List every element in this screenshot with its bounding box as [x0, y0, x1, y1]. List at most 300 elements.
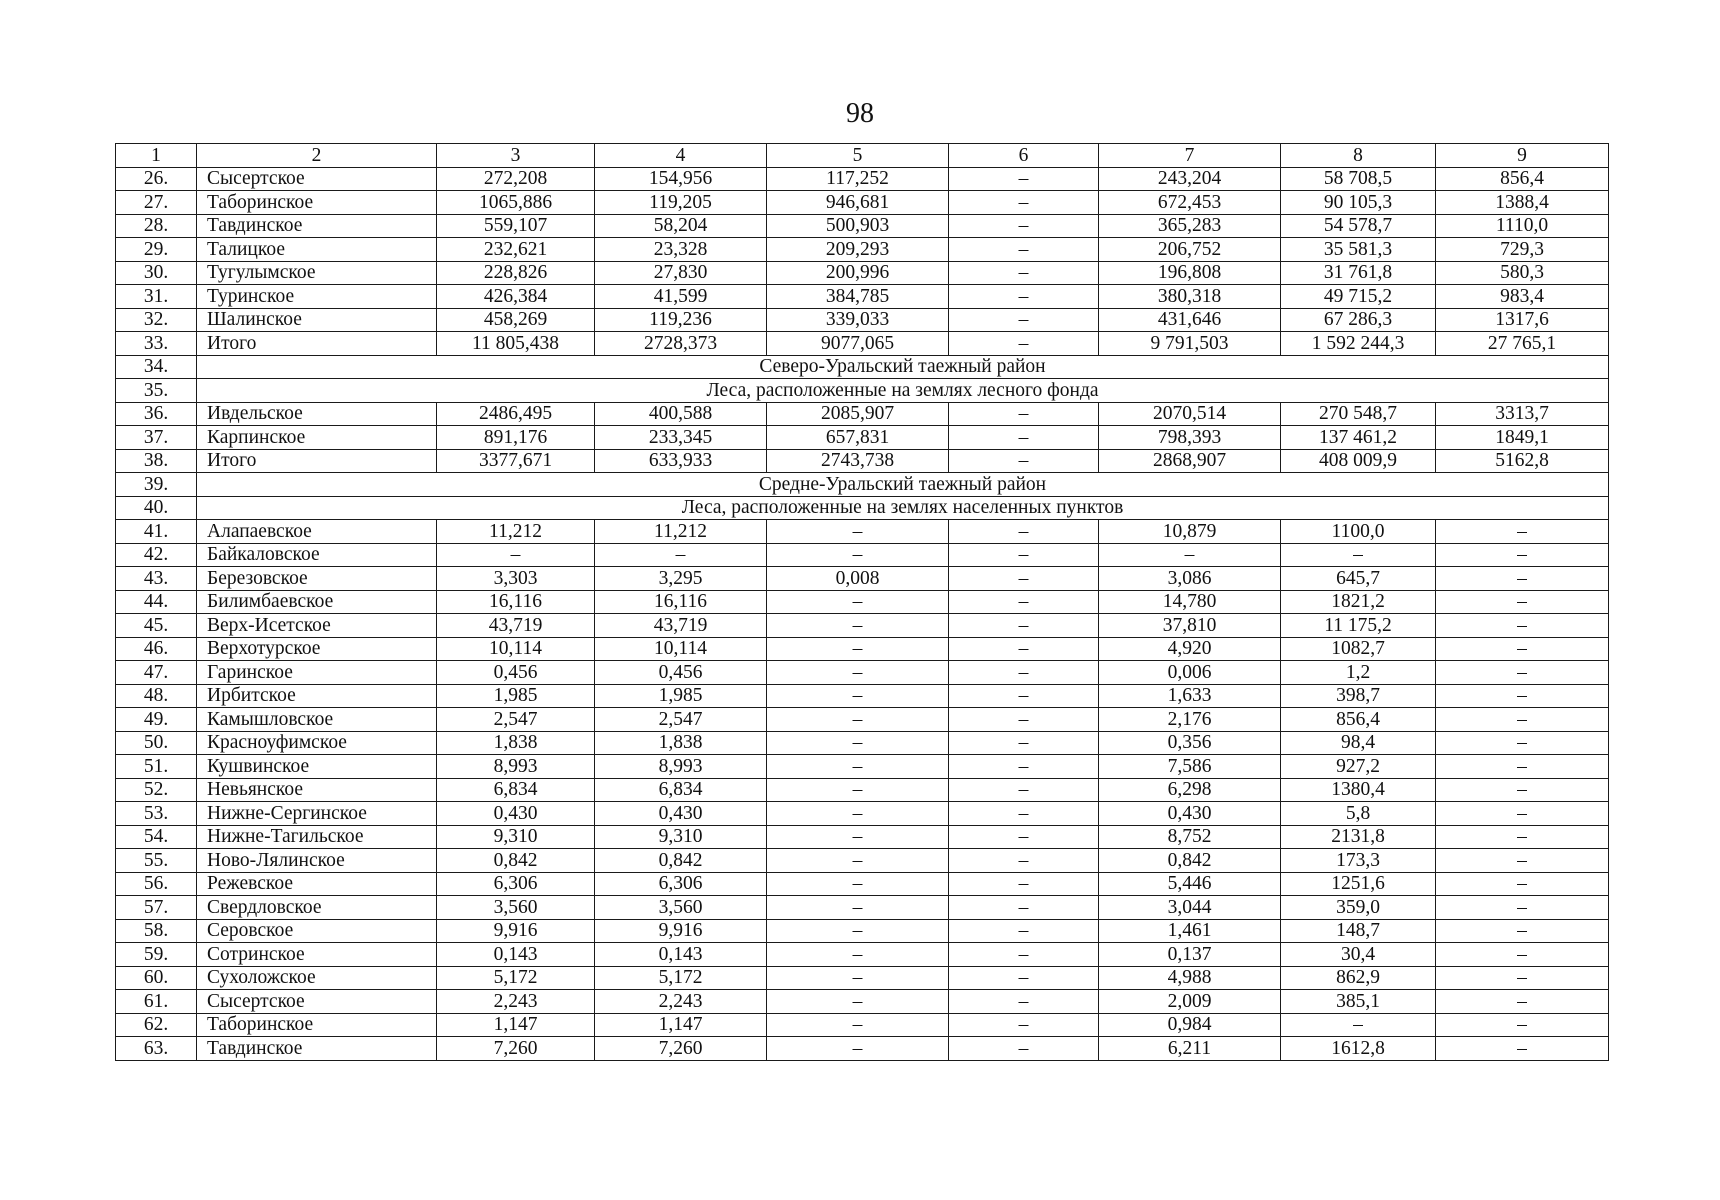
section-row [116, 379, 1609, 403]
forestry-name: Итого [197, 449, 437, 473]
col-4: 119,205 [595, 191, 767, 215]
col-9: – [1436, 543, 1609, 567]
col-3: 10,114 [437, 637, 595, 661]
col-3: 0,842 [437, 849, 595, 873]
row-number: 40. [116, 496, 197, 520]
col-9: – [1436, 637, 1609, 661]
col-3: 1,838 [437, 731, 595, 755]
row-number: 27. [116, 191, 197, 215]
row-number: 60. [116, 966, 197, 990]
row-number: 35. [116, 379, 197, 403]
col-8: 862,9 [1281, 966, 1436, 990]
col-8: 173,3 [1281, 849, 1436, 873]
col-8: 385,1 [1281, 990, 1436, 1014]
col-4: 1,838 [595, 731, 767, 755]
col-4: 6,306 [595, 872, 767, 896]
col-9: – [1436, 614, 1609, 638]
forestry-name: Ирбитское [197, 684, 437, 708]
col-3: – [437, 543, 595, 567]
col-7: 4,920 [1099, 637, 1281, 661]
col-5: – [767, 802, 949, 826]
col-8: 35 581,3 [1281, 238, 1436, 262]
col-7: 2070,514 [1099, 402, 1281, 426]
forestry-name: Сухоложское [197, 966, 437, 990]
col-3: 1,985 [437, 684, 595, 708]
col-6: – [949, 614, 1099, 638]
table-row [116, 684, 1609, 708]
col-5: – [767, 614, 949, 638]
col-9: – [1436, 990, 1609, 1014]
forestry-name: Верх-Исетское [197, 614, 437, 638]
col-3: 559,107 [437, 214, 595, 238]
row-number: 34. [116, 355, 197, 379]
table-row [116, 637, 1609, 661]
forestry-name: Серовское [197, 919, 437, 943]
row-number: 61. [116, 990, 197, 1014]
col-8: 1,2 [1281, 661, 1436, 685]
col-3: 6,834 [437, 778, 595, 802]
col-6: – [949, 1013, 1099, 1037]
forestry-name: Талицкое [197, 238, 437, 262]
table-row [116, 614, 1609, 638]
row-number: 33. [116, 332, 197, 356]
col-7: 206,752 [1099, 238, 1281, 262]
col-3: 1065,886 [437, 191, 595, 215]
col-9: 983,4 [1436, 285, 1609, 309]
col-6: – [949, 308, 1099, 332]
col-4: 1,985 [595, 684, 767, 708]
col-8: 90 105,3 [1281, 191, 1436, 215]
col-4: 10,114 [595, 637, 767, 661]
col-9: 580,3 [1436, 261, 1609, 285]
table-row [116, 943, 1609, 967]
col-5: 0,008 [767, 567, 949, 591]
col-7: 6,211 [1099, 1037, 1281, 1061]
col-6: – [949, 872, 1099, 896]
row-number: 52. [116, 778, 197, 802]
col-6: – [949, 567, 1099, 591]
col-3: 2486,495 [437, 402, 595, 426]
col-6: – [949, 167, 1099, 191]
col-5: 2085,907 [767, 402, 949, 426]
table-row [116, 191, 1609, 215]
col-3: 11,212 [437, 520, 595, 544]
col-5: – [767, 919, 949, 943]
col-4: 16,116 [595, 590, 767, 614]
col-4: 233,345 [595, 426, 767, 450]
row-number: 38. [116, 449, 197, 473]
col-6: – [949, 191, 1099, 215]
col-7: 9 791,503 [1099, 332, 1281, 356]
col-7: 14,780 [1099, 590, 1281, 614]
col-3: 6,306 [437, 872, 595, 896]
col-5: 209,293 [767, 238, 949, 262]
col-9: – [1436, 661, 1609, 685]
col-5: – [767, 825, 949, 849]
col-5: – [767, 849, 949, 873]
col-5: – [767, 966, 949, 990]
table-row [116, 919, 1609, 943]
col-4: 0,143 [595, 943, 767, 967]
table-row [116, 661, 1609, 685]
col-6: – [949, 449, 1099, 473]
col-7: 672,453 [1099, 191, 1281, 215]
col-4: 23,328 [595, 238, 767, 262]
table-row [116, 167, 1609, 191]
col-3: 7,260 [437, 1037, 595, 1061]
forestry-name: Красноуфимское [197, 731, 437, 755]
col-8: – [1281, 543, 1436, 567]
col-8: 856,4 [1281, 708, 1436, 732]
col-8: 67 286,3 [1281, 308, 1436, 332]
col-9: 27 765,1 [1436, 332, 1609, 356]
col-9: – [1436, 755, 1609, 779]
table-row [116, 896, 1609, 920]
col-7: 37,810 [1099, 614, 1281, 638]
header-cell-4: 4 [595, 144, 767, 168]
col-3: 0,430 [437, 802, 595, 826]
col-4: 43,719 [595, 614, 767, 638]
table-row [116, 567, 1609, 591]
col-8: 30,4 [1281, 943, 1436, 967]
col-6: – [949, 214, 1099, 238]
forestry-name: Билимбаевское [197, 590, 437, 614]
col-9: – [1436, 825, 1609, 849]
col-9: – [1436, 943, 1609, 967]
header-cell-1: 1 [116, 144, 197, 168]
row-number: 58. [116, 919, 197, 943]
col-9: – [1436, 919, 1609, 943]
col-5: 657,831 [767, 426, 949, 450]
forestry-name: Невьянское [197, 778, 437, 802]
col-4: 0,456 [595, 661, 767, 685]
table-row [116, 872, 1609, 896]
col-3: 1,147 [437, 1013, 595, 1037]
col-4: 6,834 [595, 778, 767, 802]
col-3: 0,143 [437, 943, 595, 967]
col-8: 1612,8 [1281, 1037, 1436, 1061]
table-row [116, 238, 1609, 262]
row-number: 32. [116, 308, 197, 332]
col-7: 431,646 [1099, 308, 1281, 332]
col-3: 2,547 [437, 708, 595, 732]
col-5: 117,252 [767, 167, 949, 191]
col-6: – [949, 966, 1099, 990]
col-3: 43,719 [437, 614, 595, 638]
col-5: – [767, 896, 949, 920]
forestry-name: Березовское [197, 567, 437, 591]
col-9: 1388,4 [1436, 191, 1609, 215]
col-3: 3,560 [437, 896, 595, 920]
col-4: 2,547 [595, 708, 767, 732]
col-3: 9,310 [437, 825, 595, 849]
col-5: – [767, 543, 949, 567]
col-8: 58 708,5 [1281, 167, 1436, 191]
col-8: 5,8 [1281, 802, 1436, 826]
row-number: 31. [116, 285, 197, 309]
col-6: – [949, 849, 1099, 873]
table-row [116, 825, 1609, 849]
table-row [116, 966, 1609, 990]
col-6: – [949, 990, 1099, 1014]
col-6: – [949, 919, 1099, 943]
row-number: 30. [116, 261, 197, 285]
table-row [116, 590, 1609, 614]
col-9: – [1436, 872, 1609, 896]
col-6: – [949, 755, 1099, 779]
col-9: – [1436, 590, 1609, 614]
col-9: 856,4 [1436, 167, 1609, 191]
col-6: – [949, 285, 1099, 309]
col-8: – [1281, 1013, 1436, 1037]
col-7: 0,430 [1099, 802, 1281, 826]
col-5: – [767, 755, 949, 779]
section-heading: Леса, расположенные на землях населенных пунктов [197, 496, 1609, 520]
row-number: 50. [116, 731, 197, 755]
col-7: 6,298 [1099, 778, 1281, 802]
col-8: 1082,7 [1281, 637, 1436, 661]
col-6: – [949, 684, 1099, 708]
col-7: 0,984 [1099, 1013, 1281, 1037]
section-row [116, 473, 1609, 497]
row-number: 45. [116, 614, 197, 638]
col-7: 8,752 [1099, 825, 1281, 849]
col-3: 458,269 [437, 308, 595, 332]
forestry-name: Шалинское [197, 308, 437, 332]
col-3: 272,208 [437, 167, 595, 191]
header-cell-7: 7 [1099, 144, 1281, 168]
row-number: 47. [116, 661, 197, 685]
col-4: 27,830 [595, 261, 767, 285]
col-5: 2743,738 [767, 449, 949, 473]
col-9: – [1436, 567, 1609, 591]
forestry-name: Сысертское [197, 167, 437, 191]
col-7: 4,988 [1099, 966, 1281, 990]
row-number: 46. [116, 637, 197, 661]
col-7: 798,393 [1099, 426, 1281, 450]
col-6: – [949, 261, 1099, 285]
col-5: – [767, 684, 949, 708]
row-number: 42. [116, 543, 197, 567]
header-cell-2: 2 [197, 144, 437, 168]
table-row [116, 426, 1609, 450]
forestry-name: Ново-Лялинское [197, 849, 437, 873]
col-5: – [767, 661, 949, 685]
col-6: – [949, 238, 1099, 262]
section-heading: Леса, расположенные на землях лесного фонда [197, 379, 1609, 403]
col-8: 398,7 [1281, 684, 1436, 708]
col-7: 7,586 [1099, 755, 1281, 779]
col-4: 8,993 [595, 755, 767, 779]
row-number: 29. [116, 238, 197, 262]
forestry-name: Камышловское [197, 708, 437, 732]
row-number: 28. [116, 214, 197, 238]
col-3: 9,916 [437, 919, 595, 943]
col-8: 54 578,7 [1281, 214, 1436, 238]
forestry-name: Верхотурское [197, 637, 437, 661]
col-4: 9,916 [595, 919, 767, 943]
table-row [116, 261, 1609, 285]
row-number: 36. [116, 402, 197, 426]
col-3: 8,993 [437, 755, 595, 779]
header-cell-9: 9 [1436, 144, 1609, 168]
col-9: – [1436, 896, 1609, 920]
col-4: – [595, 543, 767, 567]
col-4: 3,560 [595, 896, 767, 920]
forestry-name: Байкаловское [197, 543, 437, 567]
header-cell-6: 6 [949, 144, 1099, 168]
col-4: 11,212 [595, 520, 767, 544]
col-8: 98,4 [1281, 731, 1436, 755]
col-6: – [949, 520, 1099, 544]
col-3: 891,176 [437, 426, 595, 450]
table-row [116, 1037, 1609, 1061]
col-4: 0,842 [595, 849, 767, 873]
forestry-name: Ивдельское [197, 402, 437, 426]
col-4: 0,430 [595, 802, 767, 826]
col-3: 232,621 [437, 238, 595, 262]
col-9: 5162,8 [1436, 449, 1609, 473]
col-8: 927,2 [1281, 755, 1436, 779]
forestry-name: Тугулымское [197, 261, 437, 285]
row-number: 53. [116, 802, 197, 826]
forestry-name: Таборинское [197, 1013, 437, 1037]
col-5: – [767, 1013, 949, 1037]
col-7: 3,086 [1099, 567, 1281, 591]
row-number: 63. [116, 1037, 197, 1061]
row-number: 37. [116, 426, 197, 450]
col-8: 359,0 [1281, 896, 1436, 920]
col-4: 3,295 [595, 567, 767, 591]
col-7: 243,204 [1099, 167, 1281, 191]
col-5: 339,033 [767, 308, 949, 332]
col-6: – [949, 943, 1099, 967]
col-8: 148,7 [1281, 919, 1436, 943]
table-row [116, 755, 1609, 779]
col-7: 3,044 [1099, 896, 1281, 920]
table-row [116, 1013, 1609, 1037]
col-9: 1849,1 [1436, 426, 1609, 450]
col-8: 1251,6 [1281, 872, 1436, 896]
col-5: – [767, 872, 949, 896]
row-number: 49. [116, 708, 197, 732]
col-3: 3,303 [437, 567, 595, 591]
row-number: 26. [116, 167, 197, 191]
table-row [116, 849, 1609, 873]
col-7: 365,283 [1099, 214, 1281, 238]
col-3: 5,172 [437, 966, 595, 990]
table-row [116, 543, 1609, 567]
col-4: 58,204 [595, 214, 767, 238]
col-9: 1110,0 [1436, 214, 1609, 238]
page-number: 98 [846, 98, 874, 129]
col-9: – [1436, 802, 1609, 826]
row-number: 57. [116, 896, 197, 920]
forestry-name: Свердловское [197, 896, 437, 920]
col-4: 633,933 [595, 449, 767, 473]
forestry-name: Нижне-Сергинское [197, 802, 437, 826]
forestry-name: Сысертское [197, 990, 437, 1014]
col-8: 645,7 [1281, 567, 1436, 591]
col-9: – [1436, 1037, 1609, 1061]
header-cell-5: 5 [767, 144, 949, 168]
col-6: – [949, 1037, 1099, 1061]
col-5: – [767, 990, 949, 1014]
col-4: 400,588 [595, 402, 767, 426]
col-6: – [949, 802, 1099, 826]
col-4: 5,172 [595, 966, 767, 990]
col-7: 0,842 [1099, 849, 1281, 873]
row-number: 44. [116, 590, 197, 614]
forestry-name: Тавдинское [197, 214, 437, 238]
forestry-name: Туринское [197, 285, 437, 309]
forestry-name: Кушвинское [197, 755, 437, 779]
table-row [116, 802, 1609, 826]
col-3: 3377,671 [437, 449, 595, 473]
table-row [116, 990, 1609, 1014]
table-row [116, 778, 1609, 802]
col-7: 10,879 [1099, 520, 1281, 544]
col-6: – [949, 590, 1099, 614]
row-number: 55. [116, 849, 197, 873]
col-5: – [767, 778, 949, 802]
col-6: – [949, 661, 1099, 685]
header-cell-3: 3 [437, 144, 595, 168]
col-8: 2131,8 [1281, 825, 1436, 849]
col-5: – [767, 590, 949, 614]
col-8: 1380,4 [1281, 778, 1436, 802]
col-7: 1,461 [1099, 919, 1281, 943]
col-7: 0,356 [1099, 731, 1281, 755]
table-row [116, 731, 1609, 755]
col-5: 9077,065 [767, 332, 949, 356]
table-row [116, 402, 1609, 426]
col-9: 729,3 [1436, 238, 1609, 262]
table-row [116, 708, 1609, 732]
col-6: – [949, 708, 1099, 732]
col-3: 11 805,438 [437, 332, 595, 356]
col-6: – [949, 778, 1099, 802]
col-6: – [949, 637, 1099, 661]
table-row [116, 214, 1609, 238]
col-8: 408 009,9 [1281, 449, 1436, 473]
col-8: 31 761,8 [1281, 261, 1436, 285]
col-9: 1317,6 [1436, 308, 1609, 332]
col-4: 154,956 [595, 167, 767, 191]
col-3: 426,384 [437, 285, 595, 309]
forestry-name: Гаринское [197, 661, 437, 685]
col-7: 5,446 [1099, 872, 1281, 896]
col-3: 228,826 [437, 261, 595, 285]
row-number: 48. [116, 684, 197, 708]
section-heading: Северо-Уральский таежный район [197, 355, 1609, 379]
col-4: 1,147 [595, 1013, 767, 1037]
col-5: 384,785 [767, 285, 949, 309]
col-8: 11 175,2 [1281, 614, 1436, 638]
col-3: 16,116 [437, 590, 595, 614]
forestry-name: Алапаевское [197, 520, 437, 544]
col-4: 2,243 [595, 990, 767, 1014]
col-4: 9,310 [595, 825, 767, 849]
col-7: 380,318 [1099, 285, 1281, 309]
col-9: – [1436, 708, 1609, 732]
data-table [115, 143, 1609, 1061]
forestry-name: Режевское [197, 872, 437, 896]
col-7: 2868,907 [1099, 449, 1281, 473]
col-8: 1821,2 [1281, 590, 1436, 614]
col-4: 7,260 [595, 1037, 767, 1061]
forestry-name: Карпинское [197, 426, 437, 450]
